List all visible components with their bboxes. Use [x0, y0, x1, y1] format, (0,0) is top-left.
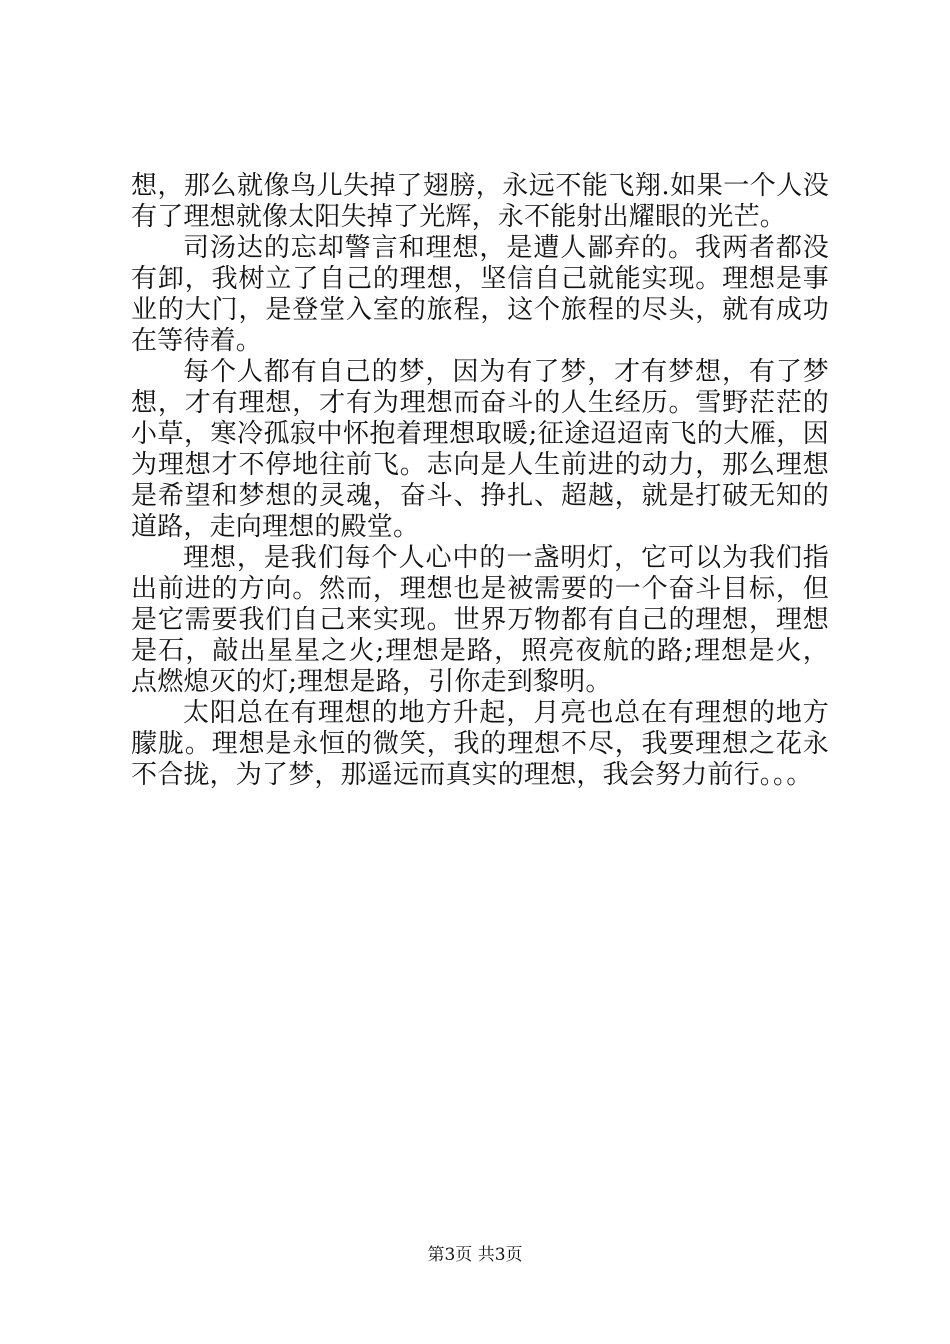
document-body — [131, 171, 829, 791]
paragraph-2: 司汤达的忘却警言和理想，是遭人鄙弃的。我两者都没有卸，我树立了自己的理想，坚信自己就能实现。理想是事业的大门，是登堂入室的旅程，这个旅程的尽头，就有成功在等待着。 — [131, 233, 829, 356]
paragraph-3: 每个人都有自己的梦，因为有了梦，才有梦想，有了梦想，才有理想，才有为理想而奋斗的人生经历。雪野茫茫的小草，寒冷孤寂中怀抱着理想取暖;征途迢迢南飞的大雁，因为理想才不停地往前飞。志向是人生前进的动力，那么理想是希望和梦想的灵魂，奋斗、挣扎、超越，就是打破无知的道路，走向理想的殿堂。 — [131, 357, 829, 542]
paragraph-1: 想，那么就像鸟儿失掉了翅膀，永远不能飞翔.如果一个人没有了理想就像太阳失掉了光辉，永不能射出耀眼的光芒。 — [131, 171, 829, 232]
paragraph-4: 理想，是我们每个人心中的一盏明灯，它可以为我们指出前进的方向。然而，理想也是被需要的一个奋斗目标，但是它需要我们自己来实现。世界万物都有自己的理想，理想是石，敲出星星之火;理想是路，照亮夜航的路;理想是火，点燃熄灭的灯;理想是路，引你走到黎明。 — [131, 543, 829, 697]
paragraph-5: 太阳总在有理想的地方升起，月亮也总在有理想的地方朦胧。理想是永恒的微笑，我的理想不尽，我要理想之花永不合拢，为了梦，那遥远而真实的理想，我会努力前行。。。 — [131, 698, 829, 790]
page-number-footer: 第3页 共3页 — [427, 1245, 523, 1265]
